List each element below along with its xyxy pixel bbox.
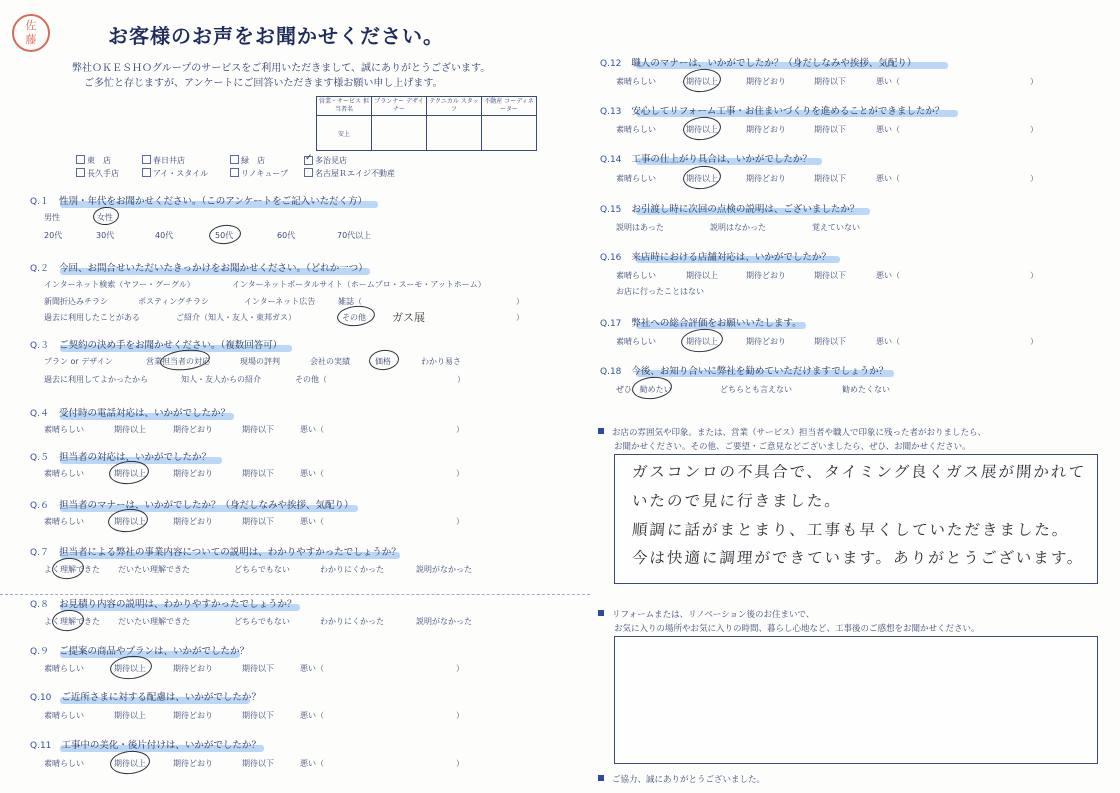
option[interactable]: わかり易さ: [421, 357, 461, 366]
rating-option[interactable]: 期待どおり: [173, 664, 213, 673]
staff-planner-name[interactable]: [372, 116, 427, 151]
rating-option[interactable]: 素晴らしい: [616, 125, 656, 134]
rating-option[interactable]: 期待以下: [814, 271, 846, 280]
checkbox[interactable]: [76, 168, 85, 177]
question-q6: Q.６ 担当者のマナーは、いかがでしたか？（身だしなみや挨拶、気配り）: [30, 500, 354, 511]
option[interactable]: 勧めたくない: [842, 385, 890, 394]
option[interactable]: ポスティングチラシ: [138, 297, 210, 306]
option[interactable]: 説明がなかった: [416, 617, 472, 626]
rating-option[interactable]: 素晴らしい: [44, 469, 84, 478]
paren-close: ）: [1030, 77, 1038, 86]
paren-close: ）: [1030, 271, 1038, 280]
option[interactable]: どちらでもない: [234, 565, 290, 574]
paren-close: ）: [456, 469, 464, 478]
rating-option[interactable]: 素晴らしい: [44, 517, 84, 526]
stamp-seal: 佐 藤: [12, 14, 50, 52]
page-title: お客様のお声をお聞かせください。: [108, 24, 444, 48]
question-q5: Q.５ 担当者の対応は、いかがでしたか？: [30, 452, 211, 463]
question-q10: Q.10 ご近所さまに対する配慮は、いかがでしたか？: [30, 692, 261, 703]
store-option[interactable]: リノキューブ: [230, 168, 288, 179]
option[interactable]: プラン or デザイン: [44, 357, 113, 366]
question-q16: Q.16 来店時における店舗対応は、いかがでしたか？: [600, 252, 831, 263]
question-q8: Q.８ お見積り内容の説明は、わかりやすかったでしょうか？: [30, 599, 297, 610]
comment1-handwritten-line: 順調に話がまとまり、工事も早くしていただきました。: [631, 521, 1071, 539]
option[interactable]: 説明はあった: [616, 223, 664, 232]
paren-close: ）: [456, 664, 464, 673]
option[interactable]: よく理解できた: [44, 565, 100, 574]
rating-option[interactable]: 悪い（: [300, 517, 324, 526]
checkbox[interactable]: [142, 155, 151, 164]
rating-option[interactable]: 悪い（: [876, 125, 900, 134]
store-option[interactable]: 東 店: [76, 155, 111, 166]
option[interactable]: 雑誌（: [338, 297, 362, 306]
footer-thanks: ご協力、誠にありがとうございました。: [598, 773, 765, 785]
answer-circle: [368, 348, 400, 371]
store-option[interactable]: 長久手店: [76, 168, 119, 179]
staff-table: [316, 96, 537, 151]
rating-option[interactable]: 素晴らしい: [44, 425, 84, 434]
rating-option[interactable]: 期待どおり: [746, 174, 786, 183]
option-male[interactable]: 男性: [44, 213, 60, 222]
rating-option[interactable]: 期待以下: [242, 664, 274, 673]
option[interactable]: 過去に利用したことがある: [44, 313, 140, 322]
paren-close: ）: [456, 517, 464, 526]
option[interactable]: だいたい理解できた: [118, 565, 190, 574]
option[interactable]: 過去に利用してよかったから: [44, 375, 148, 384]
rating-option[interactable]: 期待以下: [814, 337, 846, 346]
rating-option[interactable]: 期待以上: [114, 425, 146, 434]
answer-circle: [208, 223, 242, 245]
rating-option[interactable]: 悪い（: [876, 77, 900, 86]
staff-technical-name[interactable]: [427, 116, 482, 151]
rating-option[interactable]: 悪い（: [876, 271, 900, 280]
paren-close: ）: [516, 297, 524, 306]
rating-option[interactable]: 素晴らしい: [616, 77, 656, 86]
answer-circle: [682, 115, 722, 142]
option[interactable]: どちらでもない: [234, 617, 290, 626]
rating-option[interactable]: 期待以上: [686, 337, 718, 346]
checkbox[interactable]: [304, 168, 313, 177]
option[interactable]: どちらとも言えない: [720, 385, 792, 394]
option[interactable]: ご紹介（知人・友人・東邦ガス）: [176, 313, 296, 322]
question-q11: Q.11 工事中の美化・後片付けは、いかがでしたか？: [30, 740, 261, 751]
question-q18: Q.18 今後、お知り合いに弊社を勧めていただけますでしょうか？: [600, 366, 889, 377]
rating-option[interactable]: 期待どおり: [746, 337, 786, 346]
option-age[interactable]: 70代以上: [337, 231, 372, 240]
staff-header: 営業・サービス 担当者名: [317, 97, 372, 116]
answer-circle: [109, 749, 151, 776]
rating-option[interactable]: 期待どおり: [173, 469, 213, 478]
answer-circle: [51, 556, 85, 580]
store-option[interactable]: アイ・スタイル: [142, 168, 208, 179]
question-q9: Q.９ ご提案の商品やプランは、いかがでしたか？: [30, 646, 249, 657]
store-option[interactable]: 春日井店: [142, 155, 185, 166]
rating-option[interactable]: 期待どおり: [173, 425, 213, 434]
rating-option[interactable]: 悪い（: [876, 337, 900, 346]
rating-option[interactable]: 期待以下: [242, 425, 274, 434]
option-female[interactable]: 女性: [97, 213, 113, 222]
answer-circle: [51, 608, 85, 632]
comment2-prompt-1: リフォームまたは、リノベーション後のお住まいで、: [598, 608, 814, 620]
checkbox[interactable]: [230, 168, 239, 177]
store-option[interactable]: 名古屋Ｒエイジ不動産: [304, 168, 395, 179]
option[interactable]: インターネット検索（ヤフー・グーグル）: [44, 280, 195, 289]
rating-option[interactable]: 素晴らしい: [44, 759, 84, 768]
option[interactable]: 営業担当者の対応: [146, 357, 210, 366]
option[interactable]: 説明はなかった: [710, 223, 766, 232]
rating-option[interactable]: 期待以上: [114, 759, 146, 768]
comment1-handwritten-line: 今は快適に調理ができています。ありがとうございます。: [631, 549, 1086, 567]
option[interactable]: よく理解できた: [44, 617, 100, 626]
paren-close: ）: [1030, 174, 1038, 183]
option-age[interactable]: 60代: [277, 231, 296, 240]
rating-option[interactable]: 期待以上: [114, 517, 146, 526]
staff-header: 不動産 コーディネーター: [482, 97, 537, 116]
rating-option[interactable]: 期待どおり: [173, 759, 213, 768]
option[interactable]: その他（: [295, 375, 327, 384]
bullet-square-icon: [598, 610, 604, 616]
option[interactable]: インターネットポータルサイト（ホームプロ・スーモ・アットホーム）: [232, 280, 486, 289]
rating-option[interactable]: 期待以上: [686, 125, 718, 134]
bullet-square-icon: [598, 775, 604, 781]
answer-circle: [631, 375, 673, 401]
option[interactable]: インターネット広告: [244, 297, 316, 306]
rating-option[interactable]: 期待以下: [242, 517, 274, 526]
rating-option[interactable]: 期待どおり: [746, 271, 786, 280]
checkbox-checked[interactable]: [304, 156, 313, 165]
rating-option[interactable]: 悪い（: [300, 711, 324, 720]
question-q7: Q.７ 担当者による弊社の事業内容についての説明は、わかりやすかったでしょうか？: [30, 547, 401, 558]
option-age[interactable]: 40代: [155, 231, 174, 240]
option[interactable]: わかりにくかった: [320, 617, 384, 626]
option[interactable]: だいたい理解できた: [118, 617, 190, 626]
checkbox[interactable]: [76, 155, 85, 164]
store-option[interactable]: ✓ 多治見店: [304, 155, 347, 166]
question-q1: Q.１ 性別・年代をお聞かせください。（このアンケートをご記入いただく方）: [30, 196, 368, 207]
rating-option[interactable]: 期待以上: [114, 469, 146, 478]
rating-option[interactable]: 素晴らしい: [44, 664, 84, 673]
rating-option[interactable]: 悪い（: [300, 425, 324, 434]
rating-option[interactable]: 期待以下: [814, 125, 846, 134]
option[interactable]: わかりにくかった: [320, 565, 384, 574]
staff-realestate-name[interactable]: [482, 116, 537, 151]
question-q17: Q.17 弊社への総合評価をお願いいたします。: [600, 318, 802, 329]
paren-close: ）: [457, 375, 465, 384]
intro-line-2: ご多忙と存じますが、アンケートにご回答いただきます様お願い申し上げます。: [84, 78, 443, 89]
rating-option[interactable]: 素晴らしい: [616, 174, 656, 183]
store-option[interactable]: 緑 店: [230, 155, 265, 166]
option-age[interactable]: 50代: [215, 231, 234, 240]
rating-option[interactable]: 期待どおり: [746, 125, 786, 134]
rating-option[interactable]: 期待どおり: [173, 711, 213, 720]
paren-close: ）: [516, 313, 524, 322]
handwritten-other: ガス展: [392, 311, 425, 324]
rating-option[interactable]: 期待以上: [686, 77, 718, 86]
staff-sales-name[interactable]: 安上: [317, 116, 372, 151]
option[interactable]: 覚えていない: [812, 223, 860, 232]
rating-option[interactable]: 期待以下: [814, 77, 846, 86]
paren-close: ）: [456, 425, 464, 434]
rating-option[interactable]: 期待以下: [242, 469, 274, 478]
paren-close: ）: [1030, 125, 1038, 134]
option-never-visited[interactable]: お店に行ったことはない: [616, 287, 704, 296]
bullet-square-icon: [598, 428, 604, 434]
rating-option[interactable]: 悪い（: [300, 664, 324, 673]
answer-circle: [92, 206, 120, 227]
rating-option[interactable]: 期待以下: [242, 711, 274, 720]
rating-option[interactable]: 期待以下: [242, 759, 274, 768]
comment1-prompt-1: お店の雰囲気や印象。または、営業（サービス）担当者や職人で印象に残った者がおりましたら、: [598, 426, 986, 438]
paren-close: ）: [456, 711, 464, 720]
question-q14: Q.14 工事の仕上がり具合は、いかがでしたか？: [600, 154, 812, 165]
rating-option[interactable]: 素晴らしい: [616, 271, 656, 280]
option[interactable]: 価格: [375, 357, 391, 366]
option[interactable]: 会社の実績: [310, 357, 350, 366]
rating-option[interactable]: 期待以上: [686, 174, 718, 183]
staff-header: テクニカル スタッフ: [427, 97, 482, 116]
question-q3: Q.３ ご契約の決め手をお聞かせください。（複数回答可）: [30, 340, 283, 351]
rating-option[interactable]: 素晴らしい: [44, 711, 84, 720]
option-age[interactable]: 30代: [96, 231, 115, 240]
comment1-prompt-2: お聞かせください。その他、ご要望・ご意見などございましたら、ぜひ、お聞かせください。: [614, 442, 971, 452]
question-q15: Q.15 お引渡し時に次回の点検の説明は、ございましたか？: [600, 204, 860, 215]
option[interactable]: 新聞折込みチラシ: [44, 297, 108, 306]
answer-circle: [680, 327, 724, 354]
rating-option[interactable]: 悪い（: [876, 174, 900, 183]
rating-option[interactable]: 期待どおり: [173, 517, 213, 526]
rating-option[interactable]: 期待どおり: [746, 77, 786, 86]
question-q12: Q.12 職人のマナーは、いかがでしたか？（身だしなみや挨拶、気配り）: [600, 58, 917, 69]
paren-close: ）: [456, 759, 464, 768]
answer-circle: [682, 164, 722, 191]
comment2-textarea[interactable]: [614, 636, 1098, 764]
rating-option[interactable]: 期待以上: [114, 664, 146, 673]
staff-header: プランナー デザイナー: [372, 97, 427, 116]
question-q2: Q.２ 今回、お問合せいただいたきっかけをお聞かせください。（どれか一つ）: [30, 263, 368, 274]
intro-line-1: 弊社ＯＫＥＳＨＯグループのサービスをご利用いただきまして、誠にありがとうございます。: [72, 63, 491, 74]
option-age[interactable]: 20代: [44, 231, 63, 240]
comment1-handwritten-line: いたので見に行きました。: [631, 492, 843, 510]
rating-option[interactable]: 期待以上: [686, 271, 718, 280]
option[interactable]: 現場の評判: [240, 357, 280, 366]
comment1-handwritten-line: ガスコンロの不具合で、タイミング良くガス展が開かれて: [631, 463, 1087, 481]
answer-circle: [682, 67, 722, 94]
rating-option[interactable]: 悪い（: [300, 759, 324, 768]
rating-option[interactable]: 期待以下: [814, 174, 846, 183]
checkbox[interactable]: [142, 168, 151, 177]
question-q4: Q.４ 受付時の電話対応は、いかがでしたか？: [30, 408, 230, 419]
question-q13: Q.13 安心してリフォーム工事・お住まいづくりを進めることができましたか？: [600, 106, 945, 117]
option-other[interactable]: その他: [342, 313, 366, 322]
option[interactable]: 知人・友人からの紹介: [181, 375, 261, 384]
rating-option[interactable]: 悪い（: [300, 469, 324, 478]
option[interactable]: 説明がなかった: [416, 565, 472, 574]
answer-circle: [336, 304, 376, 328]
rating-option[interactable]: 期待以上: [114, 711, 146, 720]
comment2-prompt-2: お気に入りの場所やお気に入りの時間、暮らし心地など、工事後のご感想をお聞かせください。: [614, 624, 980, 634]
checkbox[interactable]: [230, 155, 239, 164]
rating-option[interactable]: 素晴らしい: [616, 337, 656, 346]
paren-close: ）: [1030, 337, 1038, 346]
option[interactable]: ぜひ、勧めたい: [616, 385, 672, 394]
